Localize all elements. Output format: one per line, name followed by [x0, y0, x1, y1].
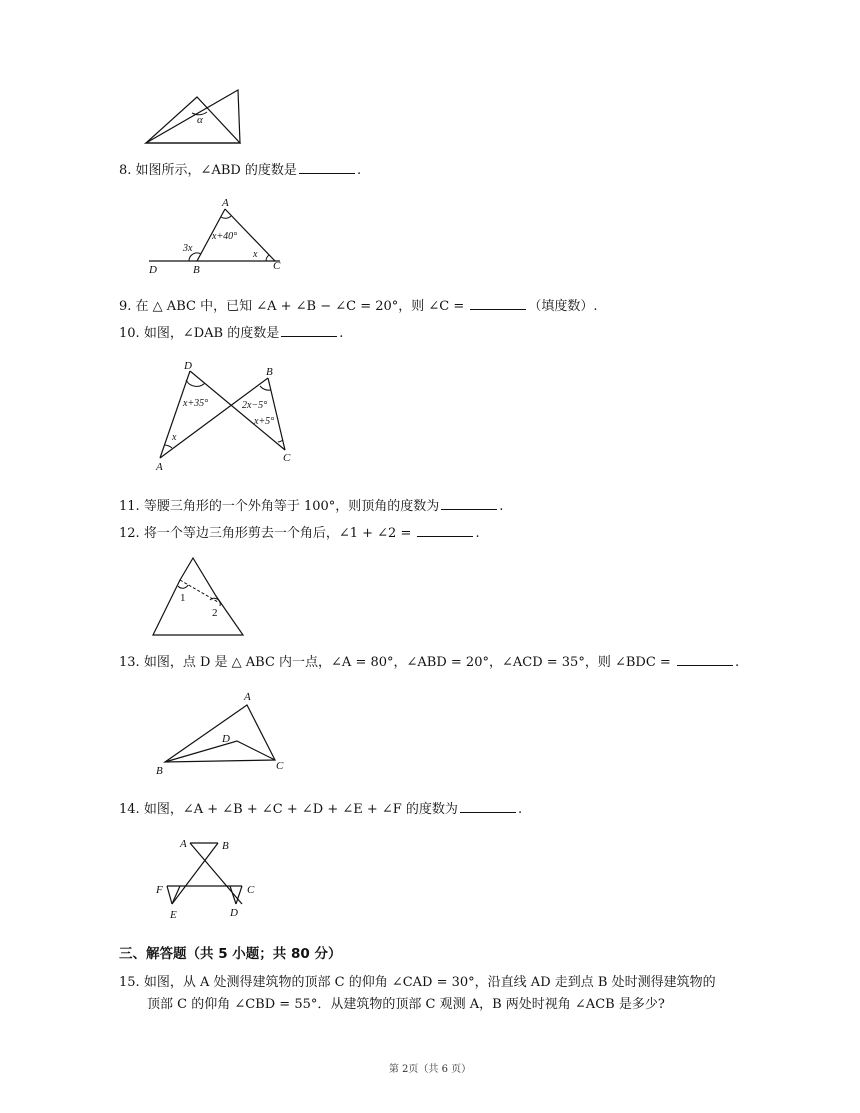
label-a: A: [156, 461, 163, 473]
label-d: D: [149, 264, 157, 276]
answer-blank-8[interactable]: [299, 161, 355, 174]
question-13: 13. 如图，点 D 是 △ ABC 内一点，∠A = 80°，∠ABD = 20°，∠ACD = 35°，则 ∠BDC = .: [119, 655, 740, 670]
angle-a-label: x+40°: [212, 231, 238, 242]
angle-2-label: 2: [212, 607, 218, 619]
angle-1-label: 1: [180, 592, 186, 604]
angle-d-label: x+35°: [183, 398, 209, 409]
figure-14: [150, 834, 270, 924]
figure-12: [150, 552, 250, 640]
figure-10: [150, 358, 300, 476]
answer-blank-13[interactable]: [677, 653, 733, 666]
label-e: E: [170, 909, 177, 921]
angle-c-label: x+5°: [254, 416, 275, 427]
label-c: C: [276, 760, 284, 772]
figure-7: [140, 85, 250, 150]
label-a: A: [244, 691, 251, 703]
label-d: D: [222, 733, 230, 745]
label-b: B: [193, 264, 200, 276]
answer-blank-14[interactable]: [460, 800, 516, 813]
question-11: 11. 等腰三角形的一个外角等于 100°，则顶角的度数为 .: [119, 499, 504, 514]
page-footer: 第 2页（共 6 页）: [388, 1064, 472, 1075]
label-c: C: [283, 452, 291, 464]
answer-blank-11[interactable]: [441, 497, 497, 510]
angle-a-label: x: [172, 432, 177, 443]
label-a: A: [222, 197, 229, 209]
question-9: 9. 在 △ ABC 中，已知 ∠A + ∠B − ∠C = 20°，则 ∠C = （填度数）.: [119, 299, 598, 314]
alpha-label: α: [197, 114, 203, 126]
label-c: C: [273, 260, 281, 272]
question-10: 10. 如图，∠DAB 的度数是 .: [119, 326, 344, 341]
label-f: F: [156, 884, 163, 896]
figure-8: [145, 195, 290, 275]
label-b: B: [156, 765, 163, 777]
angle-c-label: x: [253, 249, 258, 260]
section-heading: 三、解答题（共 5 小题；共 80 分）: [119, 946, 342, 962]
angle-o-label: 2x−5°: [242, 400, 268, 411]
label-b: B: [266, 366, 273, 378]
label-c: C: [247, 884, 255, 896]
question-12: 12. 将一个等边三角形剪去一个角后，∠1 + ∠2 = .: [119, 526, 480, 541]
label-d: D: [230, 907, 238, 919]
answer-blank-10[interactable]: [281, 324, 337, 337]
question-14: 14. 如图，∠A + ∠B + ∠C + ∠D + ∠E + ∠F 的度数为 .: [119, 802, 523, 817]
figure-13: [150, 688, 300, 780]
question-15: 15. 如图，从 A 处测得建筑物的顶部 C 的仰角 ∠CAD = 30°，沿直线 AD 走到点 B 处时测得建筑物的 顶部 C 的仰角 ∠CBD = 55°．从建筑物的顶部 C 观测 A，B 两处时视角 ∠ACB 是多少?: [119, 975, 716, 1012]
answer-blank-9[interactable]: [470, 297, 526, 310]
answer-blank-12[interactable]: [417, 524, 473, 537]
question-8: 8. 如图所示，∠ABD 的度数是 .: [119, 163, 362, 178]
label-b: B: [222, 840, 229, 852]
label-d: D: [184, 360, 192, 372]
angle-b-label: 3x: [183, 243, 193, 254]
label-a: A: [180, 838, 187, 850]
